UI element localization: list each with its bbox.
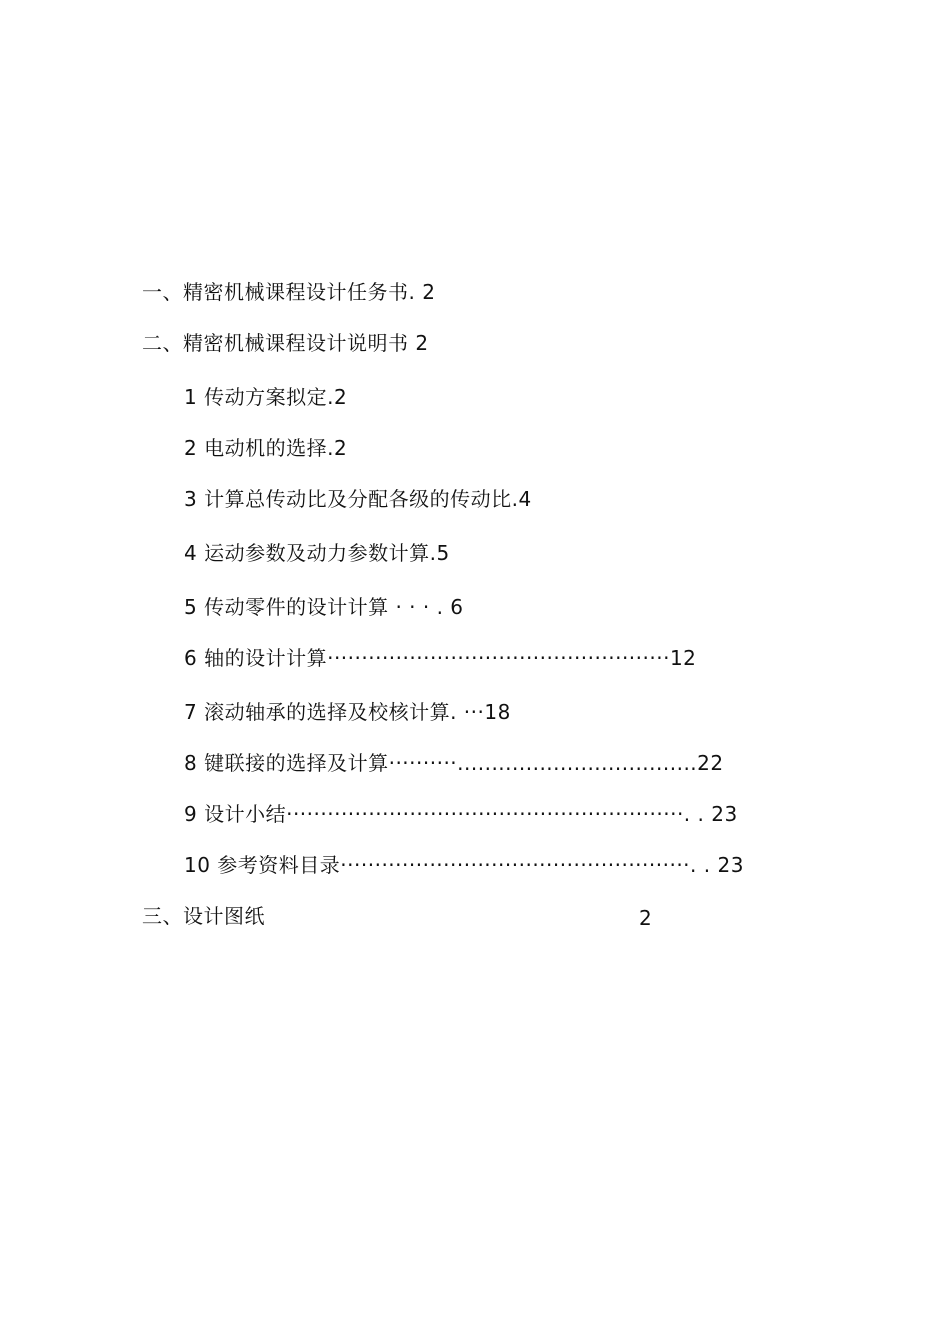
toc-entry-transmission-parts: 5 传动零件的设计计算 · · · . 6 bbox=[184, 595, 464, 619]
toc-entry-design-drawings: 三、设计图纸 bbox=[142, 904, 265, 928]
toc-entry-transmission-plan: 1 传动方案拟定.2 bbox=[184, 385, 348, 409]
toc-entry-key-connection: 8 键联接的选择及计算··········...................................22 bbox=[184, 751, 724, 775]
toc-entry-design-manual: 二、精密机械课程设计说明书 2 bbox=[142, 331, 429, 355]
toc-entry-motor-selection: 2 电动机的选择.2 bbox=[184, 436, 348, 460]
toc-entry-references: 10 参考资料目录···················································. . 23 bbox=[184, 853, 744, 877]
toc-entry-design-summary: 9 设计小结··························································. . 23 bbox=[184, 802, 738, 826]
page-number: 2 bbox=[639, 906, 652, 925]
toc-entry-shaft-design: 6 轴的设计计算··················································12 bbox=[184, 646, 697, 670]
toc-entry-transmission-ratio: 3 计算总传动比及分配各级的传动比.4 bbox=[184, 487, 532, 511]
toc-entry-motion-parameters: 4 运动参数及动力参数计算.5 bbox=[184, 541, 450, 565]
toc-entry-rolling-bearing: 7 滚动轴承的选择及校核计算. ···18 bbox=[184, 700, 511, 724]
toc-entry-task-book: 一、精密机械课程设计任务书. 2 bbox=[142, 280, 436, 304]
